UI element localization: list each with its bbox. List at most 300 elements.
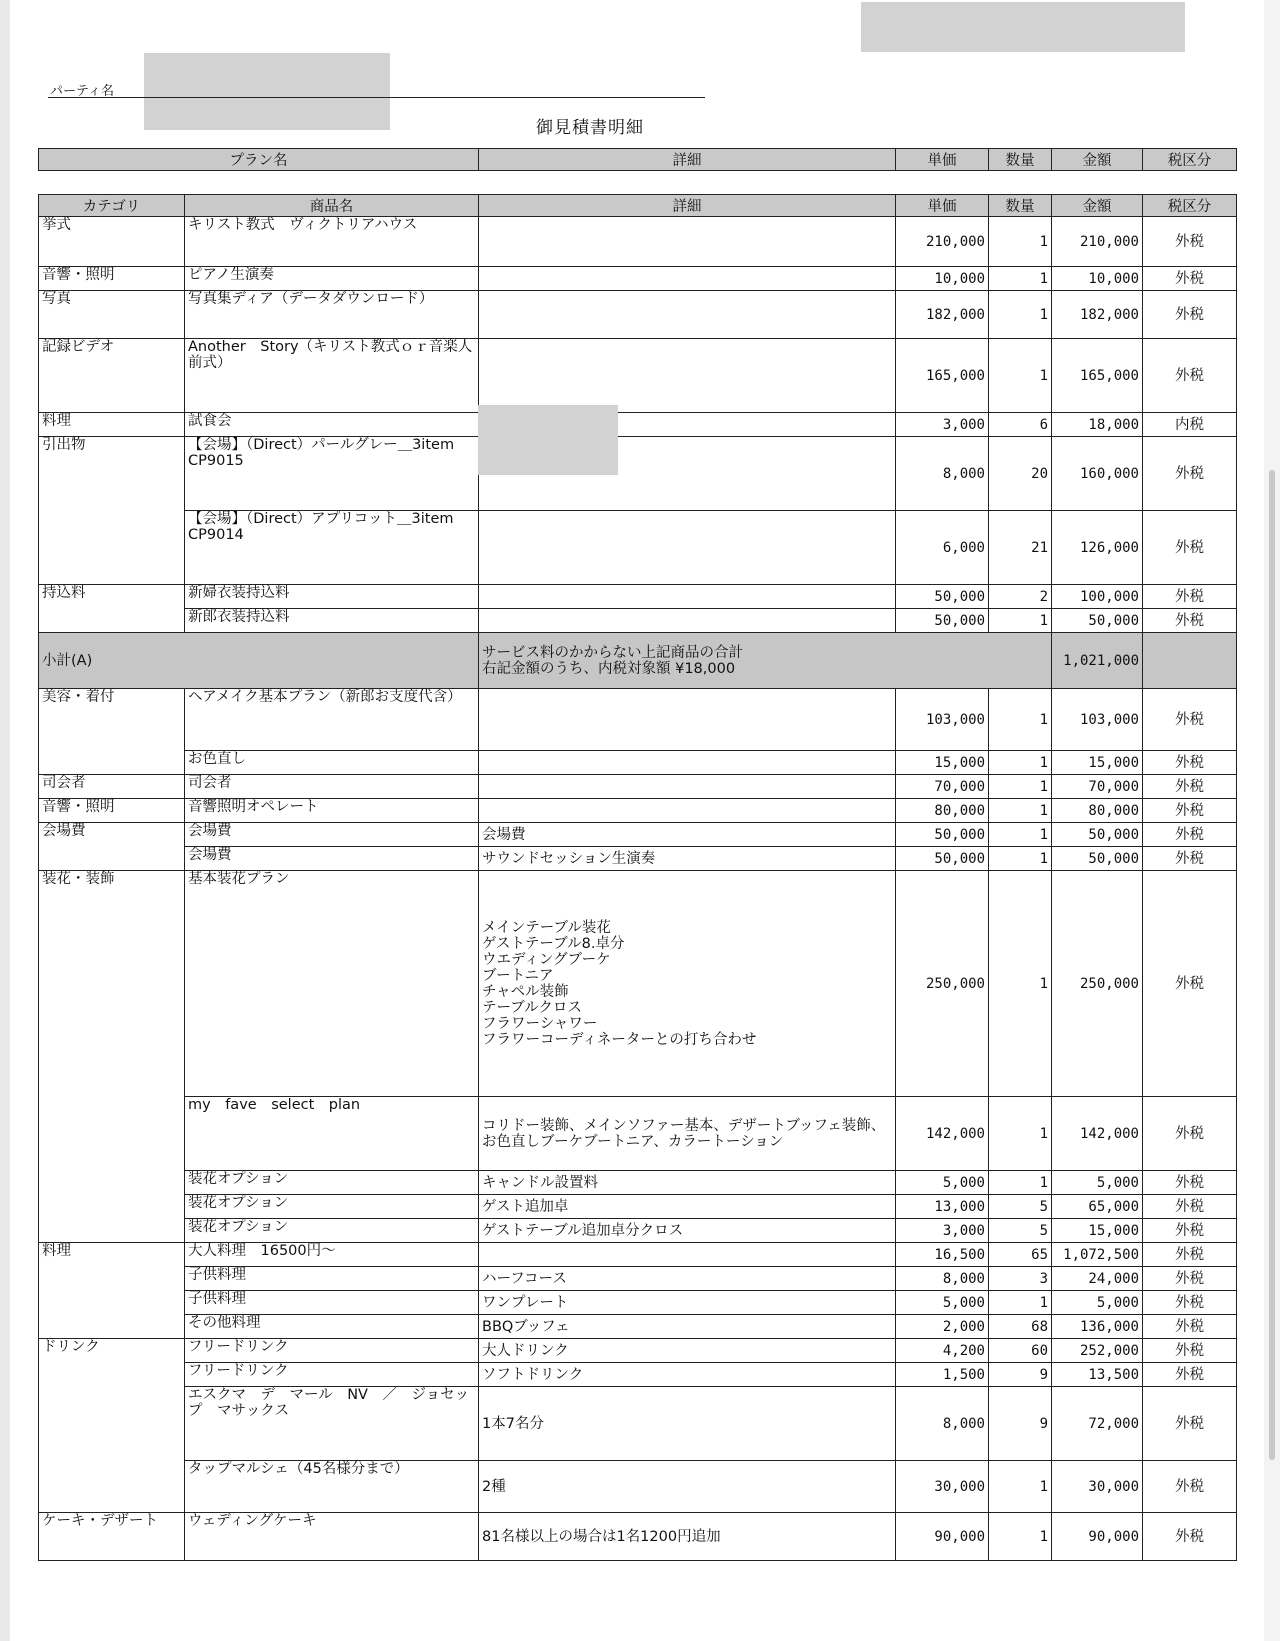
item-detail bbox=[479, 1195, 896, 1219]
item-product-name-text: 【会場】（Direct）アプリコット＿3item CP9014 bbox=[188, 511, 454, 543]
item-category-text: 音響・照明 bbox=[42, 267, 115, 283]
item-category bbox=[39, 1461, 185, 1513]
item-amount bbox=[1052, 1243, 1143, 1267]
item-product-name-text: 新婦衣装持込料 bbox=[188, 585, 290, 601]
item-quantity-text: 2 bbox=[1039, 588, 1048, 605]
item-quantity bbox=[989, 1219, 1052, 1243]
item-quantity bbox=[989, 217, 1052, 267]
item-tax-type-text: 外税 bbox=[1175, 754, 1204, 771]
item-quantity bbox=[989, 775, 1052, 799]
item-tax-type bbox=[1143, 823, 1237, 847]
item-detail bbox=[479, 1461, 896, 1513]
item-category bbox=[39, 1195, 185, 1219]
item-tax-type-text: 内税 bbox=[1175, 416, 1204, 433]
item-product-name-text: その他料理 bbox=[188, 1315, 261, 1331]
item-tax-type-text: 外税 bbox=[1175, 778, 1204, 795]
item-detail bbox=[479, 1291, 896, 1315]
item-quantity bbox=[989, 413, 1052, 437]
item-quantity-text: 1 bbox=[1039, 802, 1048, 819]
item-quantity-text: 1 bbox=[1039, 754, 1048, 771]
item-product-name-text: 子供料理 bbox=[188, 1291, 246, 1307]
item-amount-text: 10,000 bbox=[1088, 270, 1139, 287]
item-quantity-text: 1 bbox=[1039, 1528, 1048, 1545]
item-tax-type-text: 外税 bbox=[1175, 612, 1204, 629]
header-quantity: 数量 bbox=[989, 195, 1052, 217]
item-unit-price bbox=[896, 339, 989, 413]
subtotal-tax-type bbox=[1143, 633, 1237, 689]
item-quantity bbox=[989, 585, 1052, 609]
item-detail bbox=[479, 1267, 896, 1291]
item-row bbox=[39, 1387, 1237, 1461]
item-amount-text: 136,000 bbox=[1079, 1318, 1139, 1335]
item-amount bbox=[1052, 751, 1143, 775]
item-category-text: ドリンク bbox=[42, 1339, 100, 1355]
item-tax-type-text: 外税 bbox=[1175, 1318, 1204, 1335]
plan-header-detail: 詳細 bbox=[479, 149, 896, 171]
item-tax-type-text: 外税 bbox=[1175, 539, 1204, 556]
item-unit-price-text: 4,200 bbox=[942, 1342, 985, 1359]
item-product-name bbox=[185, 871, 479, 1097]
item-quantity bbox=[989, 1513, 1052, 1561]
item-quantity-text: 1 bbox=[1039, 612, 1048, 629]
item-amount-text: 50,000 bbox=[1088, 612, 1139, 629]
item-amount-text: 13,500 bbox=[1088, 1366, 1139, 1383]
item-quantity-text: 20 bbox=[1031, 465, 1048, 482]
item-unit-price bbox=[896, 1267, 989, 1291]
item-amount bbox=[1052, 585, 1143, 609]
item-quantity bbox=[989, 437, 1052, 511]
item-detail bbox=[479, 339, 896, 413]
item-detail bbox=[479, 871, 896, 1097]
item-quantity bbox=[989, 751, 1052, 775]
item-category-text: 持込料 bbox=[42, 585, 86, 601]
item-detail-text: ゲストテーブル追加卓分クロス bbox=[482, 1222, 684, 1239]
item-quantity-text: 1 bbox=[1039, 1294, 1048, 1311]
item-unit-price-text: 3,000 bbox=[942, 416, 985, 433]
item-tax-type bbox=[1143, 413, 1237, 437]
item-amount bbox=[1052, 1195, 1143, 1219]
item-amount-text: 18,000 bbox=[1088, 416, 1139, 433]
item-amount bbox=[1052, 339, 1143, 413]
item-amount bbox=[1052, 1171, 1143, 1195]
item-amount bbox=[1052, 1219, 1143, 1243]
item-amount-text: 252,000 bbox=[1079, 1342, 1139, 1359]
item-tax-type bbox=[1143, 1195, 1237, 1219]
item-amount bbox=[1052, 1363, 1143, 1387]
item-tax-type-text: 外税 bbox=[1175, 1198, 1204, 1215]
item-product-name bbox=[185, 437, 479, 511]
item-category bbox=[39, 339, 185, 413]
item-tax-type bbox=[1143, 1315, 1237, 1339]
item-amount bbox=[1052, 689, 1143, 751]
item-product-name-text: 音響照明オペレート bbox=[188, 799, 319, 815]
item-amount-text: 24,000 bbox=[1088, 1270, 1139, 1287]
header-category: カテゴリ bbox=[39, 195, 185, 217]
items-table bbox=[38, 194, 1237, 1561]
item-product-name-text: お色直し bbox=[188, 751, 246, 767]
item-detail-text: 大人ドリンク bbox=[482, 1342, 569, 1359]
item-quantity-text: 9 bbox=[1039, 1415, 1048, 1432]
item-category-text: 料理 bbox=[42, 1243, 71, 1259]
item-amount-text: 103,000 bbox=[1079, 711, 1139, 728]
item-category-text: 司会者 bbox=[42, 775, 86, 791]
item-detail bbox=[479, 751, 896, 775]
item-product-name bbox=[185, 609, 479, 633]
item-detail bbox=[479, 1387, 896, 1461]
item-tax-type-text: 外税 bbox=[1175, 367, 1204, 384]
item-unit-price bbox=[896, 413, 989, 437]
item-tax-type bbox=[1143, 1291, 1237, 1315]
item-unit-price bbox=[896, 1171, 989, 1195]
item-quantity bbox=[989, 1171, 1052, 1195]
item-unit-price-text: 8,000 bbox=[942, 1270, 985, 1287]
item-tax-type bbox=[1143, 437, 1237, 511]
item-tax-type-text: 外税 bbox=[1175, 1125, 1204, 1142]
item-tax-type bbox=[1143, 585, 1237, 609]
item-tax-type bbox=[1143, 1513, 1237, 1561]
item-amount bbox=[1052, 1097, 1143, 1171]
item-product-name bbox=[185, 511, 479, 585]
item-detail bbox=[479, 1171, 896, 1195]
plan-header-amount: 金額 bbox=[1052, 149, 1143, 171]
item-amount-text: 15,000 bbox=[1088, 754, 1139, 771]
item-quantity bbox=[989, 511, 1052, 585]
item-detail-text: ワンプレート bbox=[482, 1294, 569, 1311]
item-row bbox=[39, 871, 1237, 1097]
item-product-name bbox=[185, 217, 479, 267]
item-product-name-text: 会場費 bbox=[188, 823, 232, 839]
item-tax-type bbox=[1143, 511, 1237, 585]
item-row bbox=[39, 1267, 1237, 1291]
item-detail-text: サウンドセッション生演奏 bbox=[482, 850, 656, 867]
item-tax-type bbox=[1143, 339, 1237, 413]
subtotal-note bbox=[479, 633, 1052, 689]
item-tax-type-text: 外税 bbox=[1175, 306, 1204, 323]
item-quantity-text: 1 bbox=[1039, 1174, 1048, 1191]
item-tax-type bbox=[1143, 291, 1237, 339]
item-product-name-text: フリードリンク bbox=[188, 1339, 289, 1355]
item-tax-type-text: 外税 bbox=[1175, 850, 1204, 867]
item-tax-type-text: 外税 bbox=[1175, 233, 1204, 250]
item-unit-price bbox=[896, 799, 989, 823]
item-tax-type-text: 外税 bbox=[1175, 1294, 1204, 1311]
item-unit-price-text: 80,000 bbox=[934, 802, 985, 819]
item-category bbox=[39, 751, 185, 775]
item-detail bbox=[479, 823, 896, 847]
subtotal-amount bbox=[1052, 633, 1143, 689]
plan-header-unit-price: 単価 bbox=[896, 149, 989, 171]
item-row bbox=[39, 847, 1237, 871]
item-category-text: 挙式 bbox=[42, 217, 71, 233]
item-amount bbox=[1052, 291, 1143, 339]
item-unit-price-text: 30,000 bbox=[934, 1478, 985, 1495]
scrollbar-thumb[interactable] bbox=[1269, 470, 1275, 1460]
item-row bbox=[39, 775, 1237, 799]
item-row bbox=[39, 1513, 1237, 1561]
item-product-name-text: my fave select plan bbox=[188, 1097, 361, 1113]
item-unit-price-text: 1,500 bbox=[942, 1366, 985, 1383]
item-amount-text: 165,000 bbox=[1079, 367, 1139, 384]
item-category bbox=[39, 291, 185, 339]
item-category bbox=[39, 847, 185, 871]
item-amount-text: 5,000 bbox=[1096, 1174, 1139, 1191]
plan-header-plan-name: プラン名 bbox=[39, 149, 479, 171]
item-unit-price bbox=[896, 609, 989, 633]
item-tax-type-text: 外税 bbox=[1175, 270, 1204, 287]
item-tax-type bbox=[1143, 775, 1237, 799]
item-row bbox=[39, 1291, 1237, 1315]
item-row bbox=[39, 339, 1237, 413]
item-quantity bbox=[989, 339, 1052, 413]
item-tax-type-text: 外税 bbox=[1175, 1528, 1204, 1545]
plan-header-row bbox=[39, 149, 1237, 171]
item-detail bbox=[479, 1097, 896, 1171]
items-header-row bbox=[39, 195, 1237, 217]
item-detail bbox=[479, 217, 896, 267]
item-unit-price bbox=[896, 1513, 989, 1561]
item-detail-text: BBQブッフェ bbox=[482, 1318, 570, 1335]
header-amount: 金額 bbox=[1052, 195, 1143, 217]
item-amount bbox=[1052, 1315, 1143, 1339]
item-tax-type bbox=[1143, 1363, 1237, 1387]
item-detail bbox=[479, 799, 896, 823]
item-product-name-text: 装花オプション bbox=[188, 1195, 289, 1211]
item-quantity-text: 65 bbox=[1031, 1246, 1048, 1263]
item-amount-text: 250,000 bbox=[1079, 975, 1139, 992]
item-unit-price bbox=[896, 1243, 989, 1267]
item-product-name bbox=[185, 1291, 479, 1315]
item-detail bbox=[479, 585, 896, 609]
item-tax-type-text: 外税 bbox=[1175, 975, 1204, 992]
item-quantity-text: 1 bbox=[1039, 306, 1048, 323]
item-amount-text: 126,000 bbox=[1079, 539, 1139, 556]
item-product-name bbox=[185, 1243, 479, 1267]
item-product-name bbox=[185, 1461, 479, 1513]
item-unit-price bbox=[896, 823, 989, 847]
item-amount-text: 72,000 bbox=[1088, 1415, 1139, 1432]
item-product-name bbox=[185, 1171, 479, 1195]
item-row bbox=[39, 799, 1237, 823]
party-name-underline bbox=[48, 97, 705, 98]
item-row bbox=[39, 751, 1237, 775]
item-tax-type bbox=[1143, 1461, 1237, 1513]
item-row bbox=[39, 1195, 1237, 1219]
item-product-name bbox=[185, 1387, 479, 1461]
item-tax-type-text: 外税 bbox=[1175, 1174, 1204, 1191]
item-quantity bbox=[989, 1339, 1052, 1363]
item-detail bbox=[479, 291, 896, 339]
item-product-name-text: 基本装花プラン bbox=[188, 871, 290, 887]
item-category bbox=[39, 871, 185, 1097]
item-detail bbox=[479, 1315, 896, 1339]
item-category-text: 美容・着付 bbox=[42, 689, 115, 705]
item-quantity bbox=[989, 267, 1052, 291]
item-quantity-text: 1 bbox=[1039, 826, 1048, 843]
item-amount bbox=[1052, 437, 1143, 511]
plan-header-quantity: 数量 bbox=[989, 149, 1052, 171]
item-quantity-text: 5 bbox=[1039, 1222, 1048, 1239]
item-category bbox=[39, 1243, 185, 1267]
item-tax-type bbox=[1143, 1387, 1237, 1461]
item-detail bbox=[479, 1243, 896, 1267]
item-unit-price-text: 50,000 bbox=[934, 826, 985, 843]
item-tax-type bbox=[1143, 1219, 1237, 1243]
item-category bbox=[39, 1267, 185, 1291]
item-product-name-text: 子供料理 bbox=[188, 1267, 246, 1283]
item-tax-type-text: 外税 bbox=[1175, 465, 1204, 482]
redacted-box-detail bbox=[478, 405, 618, 475]
item-product-name-text: 大人料理 16500円～ bbox=[188, 1243, 336, 1259]
item-row bbox=[39, 437, 1237, 511]
item-product-name bbox=[185, 775, 479, 799]
item-quantity-text: 6 bbox=[1039, 416, 1048, 433]
item-product-name-text: ヘアメイク基本プラン（新郎お支度代含） bbox=[188, 689, 462, 705]
item-tax-type bbox=[1143, 1097, 1237, 1171]
item-product-name-text: ウェディングケーキ bbox=[188, 1513, 317, 1529]
redacted-box-header bbox=[861, 2, 1185, 52]
item-detail-text: ハーフコース bbox=[482, 1270, 567, 1287]
item-unit-price-text: 165,000 bbox=[925, 367, 985, 384]
item-product-name-text: 【会場】（Direct）パールグレー＿3item CP9015 bbox=[188, 437, 469, 469]
item-category bbox=[39, 1315, 185, 1339]
subtotal-row bbox=[39, 633, 1237, 689]
item-detail-text: ゲスト追加卓 bbox=[482, 1198, 569, 1215]
item-unit-price-text: 10,000 bbox=[934, 270, 985, 287]
item-detail bbox=[479, 1363, 896, 1387]
item-unit-price bbox=[896, 1291, 989, 1315]
item-product-name-text: Another Story（キリスト教式ｏｒ音楽人前式） bbox=[188, 339, 473, 371]
document-title: 御見積書明細 bbox=[536, 118, 644, 138]
item-tax-type-text: 外税 bbox=[1175, 826, 1204, 843]
item-quantity-text: 9 bbox=[1039, 1366, 1048, 1383]
item-amount bbox=[1052, 823, 1143, 847]
item-amount-text: 50,000 bbox=[1088, 826, 1139, 843]
header-unit-price: 単価 bbox=[896, 195, 989, 217]
item-quantity-text: 1 bbox=[1039, 233, 1048, 250]
item-category bbox=[39, 1097, 185, 1171]
item-quantity-text: 1 bbox=[1039, 711, 1048, 728]
item-category bbox=[39, 217, 185, 267]
item-unit-price-text: 103,000 bbox=[925, 711, 985, 728]
item-category bbox=[39, 689, 185, 751]
item-product-name bbox=[185, 1315, 479, 1339]
item-row bbox=[39, 689, 1237, 751]
item-amount bbox=[1052, 799, 1143, 823]
item-quantity-text: 1 bbox=[1039, 1478, 1048, 1495]
item-tax-type bbox=[1143, 217, 1237, 267]
item-unit-price-text: 15,000 bbox=[934, 754, 985, 771]
item-product-name bbox=[185, 1195, 479, 1219]
item-unit-price-text: 50,000 bbox=[934, 588, 985, 605]
item-category-text: 記録ビデオ bbox=[42, 339, 115, 355]
item-category-text: 写真 bbox=[42, 291, 71, 307]
redacted-box-party-name bbox=[144, 53, 390, 130]
item-quantity-text: 1 bbox=[1039, 270, 1048, 287]
item-amount-text: 160,000 bbox=[1079, 465, 1139, 482]
item-amount bbox=[1052, 511, 1143, 585]
item-category-text: 会場費 bbox=[42, 823, 86, 839]
item-product-name bbox=[185, 585, 479, 609]
item-amount-text: 5,000 bbox=[1096, 1294, 1139, 1311]
item-detail bbox=[479, 847, 896, 871]
subtotal-note-line2: 右記金額のうち、内税対象額 ¥18,000 bbox=[482, 660, 736, 677]
item-product-name-text: 装花オプション bbox=[188, 1171, 289, 1187]
item-amount bbox=[1052, 1461, 1143, 1513]
item-product-name bbox=[185, 291, 479, 339]
item-category bbox=[39, 799, 185, 823]
item-detail bbox=[479, 775, 896, 799]
item-quantity bbox=[989, 689, 1052, 751]
item-tax-type-text: 外税 bbox=[1175, 1415, 1204, 1432]
item-quantity-text: 68 bbox=[1031, 1318, 1048, 1335]
item-detail bbox=[479, 1513, 896, 1561]
item-tax-type bbox=[1143, 1171, 1237, 1195]
item-category-text: 音響・照明 bbox=[42, 799, 115, 815]
item-unit-price bbox=[896, 1339, 989, 1363]
items-body bbox=[39, 217, 1237, 1561]
item-unit-price bbox=[896, 847, 989, 871]
item-category bbox=[39, 1171, 185, 1195]
item-amount bbox=[1052, 267, 1143, 291]
item-detail bbox=[479, 609, 896, 633]
item-product-name bbox=[185, 339, 479, 413]
item-category-text: 料理 bbox=[42, 413, 71, 429]
item-row bbox=[39, 609, 1237, 633]
item-quantity bbox=[989, 799, 1052, 823]
item-unit-price-text: 5,000 bbox=[942, 1294, 985, 1311]
item-detail-text: 81名様以上の場合は1名1200円追加 bbox=[482, 1528, 721, 1545]
item-tax-type bbox=[1143, 847, 1237, 871]
item-row bbox=[39, 291, 1237, 339]
item-row bbox=[39, 823, 1237, 847]
item-quantity bbox=[989, 609, 1052, 633]
item-unit-price bbox=[896, 689, 989, 751]
item-product-name bbox=[185, 1097, 479, 1171]
item-detail-text: 2種 bbox=[482, 1478, 506, 1495]
item-detail bbox=[479, 1219, 896, 1243]
item-amount-text: 30,000 bbox=[1088, 1478, 1139, 1495]
item-tax-type bbox=[1143, 609, 1237, 633]
item-product-name-text: 会場費 bbox=[188, 847, 232, 863]
item-detail bbox=[479, 511, 896, 585]
item-amount-text: 65,000 bbox=[1088, 1198, 1139, 1215]
item-category bbox=[39, 413, 185, 437]
item-unit-price-text: 90,000 bbox=[934, 1528, 985, 1545]
item-unit-price bbox=[896, 1315, 989, 1339]
item-unit-price-text: 5,000 bbox=[942, 1174, 985, 1191]
item-unit-price bbox=[896, 511, 989, 585]
item-unit-price-text: 250,000 bbox=[925, 975, 985, 992]
subtotal-label bbox=[39, 633, 479, 689]
item-category bbox=[39, 1339, 185, 1363]
item-row bbox=[39, 413, 1237, 437]
item-quantity bbox=[989, 1195, 1052, 1219]
header-product-name: 商品名 bbox=[185, 195, 479, 217]
item-detail bbox=[479, 267, 896, 291]
item-amount-text: 90,000 bbox=[1088, 1528, 1139, 1545]
item-unit-price bbox=[896, 1097, 989, 1171]
item-unit-price bbox=[896, 267, 989, 291]
item-tax-type bbox=[1143, 871, 1237, 1097]
item-amount-text: 70,000 bbox=[1088, 778, 1139, 795]
item-quantity-text: 1 bbox=[1039, 850, 1048, 867]
item-product-name bbox=[185, 1363, 479, 1387]
item-quantity bbox=[989, 871, 1052, 1097]
item-unit-price bbox=[896, 1387, 989, 1461]
item-amount-text: 15,000 bbox=[1088, 1222, 1139, 1239]
item-quantity bbox=[989, 1363, 1052, 1387]
item-unit-price-text: 50,000 bbox=[934, 850, 985, 867]
